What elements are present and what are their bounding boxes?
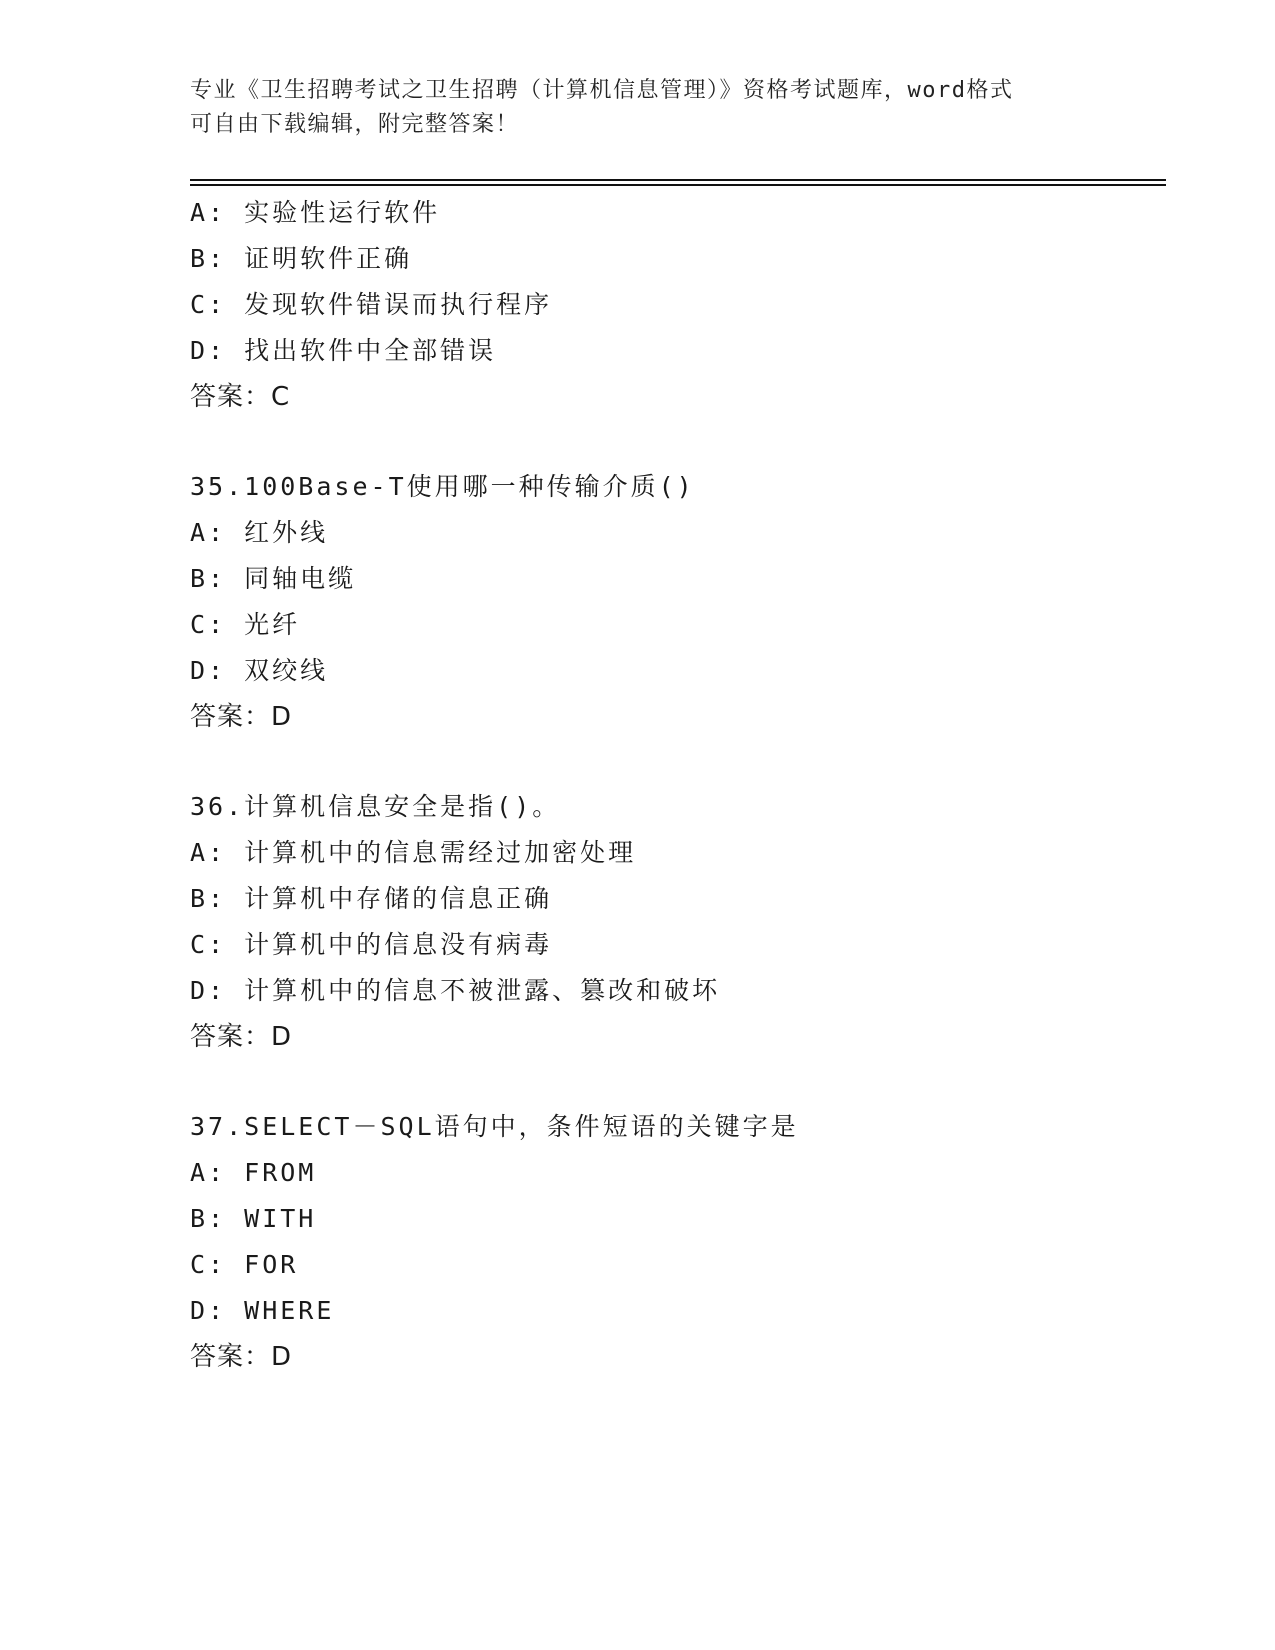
answer-line: 答案：D bbox=[190, 1022, 293, 1052]
question-35 bbox=[190, 464, 1170, 740]
document-header bbox=[190, 74, 1090, 142]
question-36 bbox=[190, 784, 1170, 1060]
question-title: 37.SELECT－SQL语句中，条件短语的关键字是 bbox=[190, 1112, 799, 1141]
question-title: 35.100Base-T使用哪一种传输介质() bbox=[190, 472, 695, 501]
header-line-2: 可自由下载编辑，附完整答案！ bbox=[190, 112, 520, 137]
header-divider-bottom bbox=[190, 184, 1166, 186]
question-37 bbox=[190, 1104, 1170, 1380]
option-d: D: 找出软件中全部错误 bbox=[190, 336, 497, 365]
option-b: B: 计算机中存储的信息正确 bbox=[190, 884, 553, 913]
spacer bbox=[190, 420, 1170, 464]
option-a: A: 实验性运行软件 bbox=[190, 198, 441, 227]
option-c: C: 光纤 bbox=[190, 610, 301, 639]
option-c: C: FOR bbox=[190, 1250, 299, 1279]
header-divider-top bbox=[190, 179, 1166, 181]
option-a: A: 计算机中的信息需经过加密处理 bbox=[190, 838, 637, 867]
answer-line: 答案：D bbox=[190, 702, 293, 732]
option-a: A: FROM bbox=[190, 1158, 317, 1187]
question-list bbox=[190, 190, 1170, 1380]
spacer bbox=[190, 740, 1170, 784]
option-b: B: 同轴电缆 bbox=[190, 564, 357, 593]
spacer bbox=[190, 1060, 1170, 1104]
option-d: D: 双绞线 bbox=[190, 656, 329, 685]
question-34-tail bbox=[190, 190, 1170, 420]
option-b: B: WITH bbox=[190, 1204, 317, 1233]
option-a: A: 红外线 bbox=[190, 518, 329, 547]
option-b: B: 证明软件正确 bbox=[190, 244, 413, 273]
option-c: C: 计算机中的信息没有病毒 bbox=[190, 930, 553, 959]
answer-line: 答案：D bbox=[190, 1342, 293, 1372]
option-d: D: 计算机中的信息不被泄露、篡改和破坏 bbox=[190, 976, 721, 1005]
option-d: D: WHERE bbox=[190, 1296, 335, 1325]
header-line-1: 专业《卫生招聘考试之卫生招聘（计算机信息管理）》资格考试题库，word格式 bbox=[190, 78, 1014, 103]
answer-line: 答案：C bbox=[190, 382, 291, 412]
question-title: 36.计算机信息安全是指()。 bbox=[190, 792, 561, 821]
option-c: C: 发现软件错误而执行程序 bbox=[190, 290, 553, 319]
